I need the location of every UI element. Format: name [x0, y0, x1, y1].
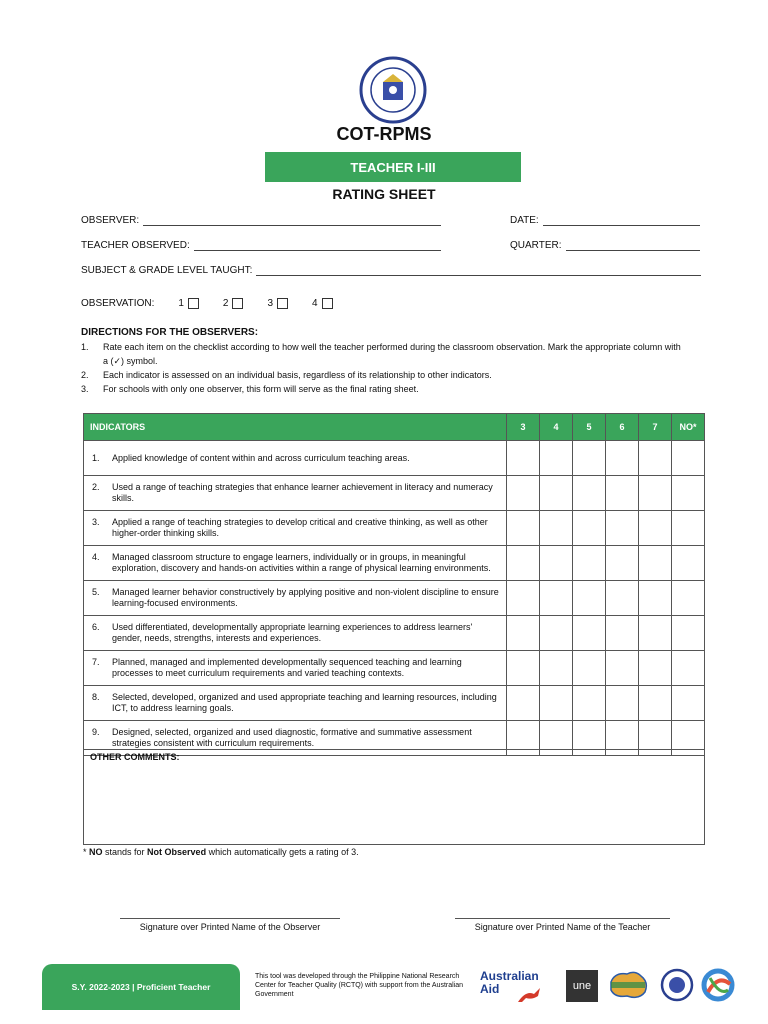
- position-band: TEACHER I-III: [265, 152, 521, 182]
- rating-cell[interactable]: [606, 546, 639, 581]
- rating-cell[interactable]: [672, 651, 705, 686]
- rating-cell[interactable]: [507, 651, 540, 686]
- rating-cell[interactable]: [606, 651, 639, 686]
- quarter-line[interactable]: [566, 240, 701, 251]
- observation-row: [81, 298, 333, 309]
- deped-seal-logo: [359, 56, 427, 124]
- indicator-number: 8.: [92, 692, 100, 702]
- directions-heading: DIRECTIONS FOR THE OBSERVERS:: [81, 327, 259, 338]
- une-logo: une: [566, 970, 598, 1002]
- rating-cell[interactable]: [507, 581, 540, 616]
- indicator-text: Designed, selected, organized and used diagnostic, formative and summative assessment strategies consistent with curriculum requirements.: [112, 727, 472, 748]
- rating-cell[interactable]: [606, 441, 639, 476]
- quarter-label: QUARTER:: [510, 240, 562, 251]
- school-year-band: S.Y. 2022-2023 | Proficient Teacher: [42, 964, 240, 1010]
- footnote: * NO stands for Not Observed which automatically gets a rating of 3.: [83, 847, 359, 857]
- rating-cell[interactable]: [540, 511, 573, 546]
- rating-cell[interactable]: [639, 441, 672, 476]
- indicator-text: Used differentiated, developmentally appropriate learning experiences to address learners' gender, needs, strengths, interests and experiences.: [112, 622, 473, 643]
- kangaroo-icon: [516, 986, 542, 1004]
- rating-cell[interactable]: [639, 686, 672, 721]
- direction-item: 2. Each indicator is assessed on an individual basis, regardless of its relationship to other indicators.: [81, 370, 492, 380]
- checkbox[interactable]: [277, 298, 288, 309]
- rating-cell[interactable]: [573, 441, 606, 476]
- rating-cell[interactable]: [573, 581, 606, 616]
- rating-cell[interactable]: [573, 686, 606, 721]
- rating-cell[interactable]: [540, 546, 573, 581]
- header-rating-7: 7: [639, 414, 672, 441]
- observation-label: OBSERVATION:: [81, 298, 155, 309]
- indicators-table: [83, 413, 705, 756]
- date-line[interactable]: [543, 215, 700, 226]
- rating-cell[interactable]: [606, 581, 639, 616]
- observer-label: OBSERVER:: [81, 215, 140, 226]
- rating-cell[interactable]: [672, 476, 705, 511]
- rating-cell[interactable]: [639, 651, 672, 686]
- footer-credit-text: This tool was developed through the Philippine National Research Center for Teacher Quality (RCTQ) with support from the Australian Government: [255, 973, 464, 998]
- other-comments-label: OTHER COMMENTS:: [90, 752, 180, 762]
- rating-cell[interactable]: [573, 546, 606, 581]
- indicator-text: Managed classroom structure to engage learners, individually or in groups, in meaningful exploration, discovery and hands-on activities within a range of physical learning environments.: [112, 552, 491, 573]
- indicator-text-cell: [84, 581, 507, 616]
- rating-cell[interactable]: [606, 476, 639, 511]
- subject-line[interactable]: [256, 265, 701, 276]
- australian-aid-logo: Australian Aid: [480, 970, 552, 1006]
- table-row: [84, 511, 705, 546]
- indicator-text: Applied a range of teaching strategies to develop critical and creative thinking, as well as other higher-order thinking skills.: [112, 517, 488, 538]
- rating-cell[interactable]: [672, 686, 705, 721]
- indicator-text-cell: [84, 616, 507, 651]
- header-rating-5: 5: [573, 414, 606, 441]
- observer-field[interactable]: [81, 215, 441, 226]
- rating-cell[interactable]: [639, 511, 672, 546]
- teacher-observed-field[interactable]: [81, 240, 441, 251]
- date-field[interactable]: [510, 215, 700, 226]
- indicator-text-cell: [84, 651, 507, 686]
- rating-cell[interactable]: [606, 511, 639, 546]
- table-row: [84, 546, 705, 581]
- table-row: [84, 686, 705, 721]
- subject-label: SUBJECT & GRADE LEVEL TAUGHT:: [81, 265, 253, 276]
- rating-cell[interactable]: [540, 476, 573, 511]
- indicator-text-cell: [84, 546, 507, 581]
- teacher-observed-line[interactable]: [194, 240, 441, 251]
- table-header-row: [84, 414, 705, 441]
- indicator-text-cell: [84, 511, 507, 546]
- rating-cell[interactable]: [507, 441, 540, 476]
- indicator-number: 6.: [92, 622, 100, 632]
- subject-field[interactable]: [81, 265, 701, 276]
- rating-cell[interactable]: [606, 616, 639, 651]
- rating-cell[interactable]: [573, 511, 606, 546]
- header-rating-4: 4: [540, 414, 573, 441]
- direction-item: 3. For schools with only one observer, this form will serve as the final rating sheet.: [81, 384, 419, 394]
- rctq-logo: [700, 968, 736, 1002]
- indicator-number: 5.: [92, 587, 100, 597]
- indicator-number: 2.: [92, 482, 100, 492]
- date-label: DATE:: [510, 215, 539, 226]
- table-row: [84, 581, 705, 616]
- header-indicators: INDICATORS: [84, 414, 507, 441]
- directions-list: [81, 340, 681, 396]
- rating-cell[interactable]: [507, 511, 540, 546]
- rating-cell[interactable]: [540, 616, 573, 651]
- form-subtitle: RATING SHEET: [332, 186, 436, 202]
- table-row: [84, 651, 705, 686]
- indicator-text-cell: [84, 441, 507, 476]
- rating-cell[interactable]: [606, 686, 639, 721]
- checkbox[interactable]: [322, 298, 333, 309]
- rating-cell[interactable]: [639, 546, 672, 581]
- indicator-text-cell: [84, 686, 507, 721]
- table-row: [84, 476, 705, 511]
- rating-cell[interactable]: [573, 616, 606, 651]
- indicator-number: 3.: [92, 517, 100, 527]
- rating-cell[interactable]: [672, 616, 705, 651]
- rating-cell[interactable]: [672, 441, 705, 476]
- indicator-number: 1.: [92, 452, 100, 463]
- observation-option-1[interactable]: 1: [178, 298, 199, 309]
- indicator-text: Planned, managed and implemented developmentally sequenced teaching and learning processes to meet curriculum requirements and varied teaching contexts.: [112, 657, 462, 678]
- indicator-number: 4.: [92, 552, 100, 562]
- observation-option-2[interactable]: 2: [223, 298, 244, 309]
- indicator-text: Managed learner behavior constructively by applying positive and non-violent discipline to ensure learning-focused environments.: [112, 587, 499, 608]
- deped-seal-small-logo: [660, 968, 694, 1002]
- australia-map-logo: [605, 968, 651, 1004]
- rating-cell[interactable]: [540, 581, 573, 616]
- other-comments-box[interactable]: [83, 749, 705, 845]
- rating-cell[interactable]: [672, 546, 705, 581]
- rating-cell[interactable]: [639, 616, 672, 651]
- table-row: [84, 441, 705, 476]
- rating-cell[interactable]: [639, 581, 672, 616]
- indicator-number: 9.: [92, 727, 100, 737]
- checkbox[interactable]: [232, 298, 243, 309]
- indicator-number: 7.: [92, 657, 100, 667]
- rating-cell[interactable]: [540, 686, 573, 721]
- direction-item: 1. Rate each item on the checklist according to how well the teacher performed during the classroom observation. Mark the appropriate column with a (✓) symbol.: [81, 342, 681, 366]
- rating-cell[interactable]: [507, 616, 540, 651]
- rating-cell[interactable]: [573, 651, 606, 686]
- header-rating-3: 3: [507, 414, 540, 441]
- rating-cell[interactable]: [507, 546, 540, 581]
- table-row: [84, 616, 705, 651]
- indicator-text-cell: [84, 476, 507, 511]
- observation-option-3[interactable]: 3: [267, 298, 288, 309]
- header-not-observed: NO*: [672, 414, 705, 441]
- observation-option-4[interactable]: 4: [312, 298, 333, 309]
- observer-signature: Signature over Printed Name of the Observer: [120, 918, 340, 932]
- indicator-text: Used a range of teaching strategies that enhance learner achievement in literacy and numeracy skills.: [112, 482, 493, 503]
- indicator-text: Applied knowledge of content within and across curriculum teaching areas.: [112, 452, 410, 463]
- form-title: COT-RPMS: [336, 124, 432, 144]
- rating-cell[interactable]: [540, 441, 573, 476]
- rating-cell[interactable]: [639, 476, 672, 511]
- rating-cell[interactable]: [573, 476, 606, 511]
- teacher-signature: Signature over Printed Name of the Teacher: [455, 918, 670, 932]
- rating-cell[interactable]: [507, 476, 540, 511]
- rating-cell[interactable]: [672, 511, 705, 546]
- teacher-observed-label: TEACHER OBSERVED:: [81, 240, 190, 251]
- rating-cell[interactable]: [507, 686, 540, 721]
- indicator-text: Selected, developed, organized and used appropriate teaching and learning resources, including ICT, to address learning goals.: [112, 692, 497, 713]
- header-rating-6: 6: [606, 414, 639, 441]
- rating-cell[interactable]: [540, 651, 573, 686]
- rating-cell[interactable]: [672, 581, 705, 616]
- observer-line[interactable]: [143, 215, 441, 226]
- quarter-field[interactable]: [510, 240, 700, 251]
- checkbox[interactable]: [188, 298, 199, 309]
